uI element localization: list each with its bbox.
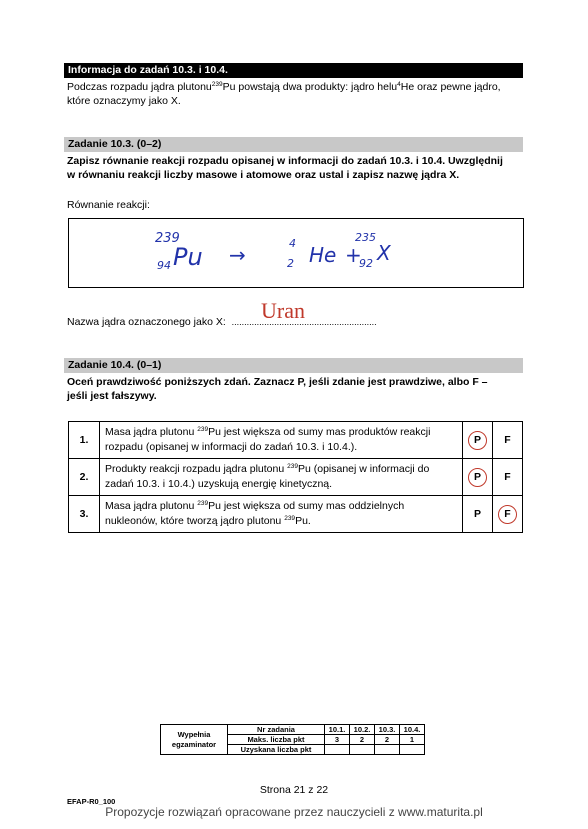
row-number: 2. <box>69 459 100 496</box>
max-points: 2 <box>350 735 375 745</box>
x-name-answer: Uran <box>261 298 305 323</box>
credit-line: Propozycje rozwiązań opracowane przez nauczycieli z www.maturita.pl <box>105 805 483 819</box>
true-false-table <box>68 421 523 533</box>
statement-text: Masa jądra plutonu $^{239}$Pu jest większa od sumy mas produktów reakcji rozpadu (opisanej w informacji do zadań 10.3. i 10.4.). <box>100 422 463 459</box>
obtained-points[interactable] <box>400 745 425 755</box>
table-row <box>69 459 523 496</box>
equation-answer-box[interactable] <box>68 218 524 288</box>
task-10-3-instruction: Zapisz równanie reakcji rozpadu opisanej w informacji do zadań 10.3. i 10.4. Uwzględnij w równaniu reakcji liczby masowe i atomowe oraz ustal i zapisz nazwę jądra X. <box>67 155 503 181</box>
equation-label: Równanie reakcji: <box>67 199 150 211</box>
task-number: 10.4. <box>400 725 425 735</box>
task-10-4-instruction: Oceń prawdziwość poniższych zdań. Zaznacz P, jeśli zdanie jest prawdziwe, albo F – jeśli jest fałszywy. <box>67 376 488 402</box>
option-p[interactable]: P <box>463 422 493 459</box>
task-10-3-header: Zadanie 10.3. (0–2) <box>64 137 523 152</box>
option-p[interactable]: P <box>463 459 493 496</box>
examiner-label: Wypełnia egzaminator <box>161 725 228 755</box>
info-header: Informacja do zadań 10.3. i 10.4. <box>64 63 523 78</box>
option-f[interactable]: F <box>493 496 523 533</box>
score-table <box>160 724 425 755</box>
info-text: Podczas rozpadu jądra plutonu$^{239}$Pu powstają dwa produkty: jądro helu$^4$He oraz pewne jądro, które oznaczymy jako X. <box>67 81 501 107</box>
statement-text: Masa jądra plutonu $^{239}$Pu jest większa od sumy mas oddzielnych nukleonów, które tworzą jądro plutonu $^{239}$Pu. <box>100 496 463 533</box>
task-number: 10.3. <box>375 725 400 735</box>
score-row-label: Uzyskana liczba pkt <box>228 745 325 755</box>
task-number: 10.2. <box>350 725 375 735</box>
max-points: 1 <box>400 735 425 745</box>
table-row <box>69 422 523 459</box>
row-number: 3. <box>69 496 100 533</box>
statement-text: Produkty reakcji rozpadu jądra plutonu $^{239}$Pu (opisanej w informacji do zadań 10.3. i 10.4.) uzyskują energię kinetyczną. <box>100 459 463 496</box>
obtained-points[interactable] <box>375 745 400 755</box>
obtained-points[interactable] <box>325 745 350 755</box>
handwritten-equation: 239 94 Pu → 4 2 He + 235 92 X <box>155 231 391 272</box>
table-row <box>69 496 523 533</box>
row-number: 1. <box>69 422 100 459</box>
x-name-line: Nazwa jądra oznaczonego jako X: .......................................................... <box>67 316 377 328</box>
score-row-label: Maks. liczba pkt <box>228 735 325 745</box>
option-f[interactable]: F <box>493 422 523 459</box>
max-points: 3 <box>325 735 350 745</box>
page-number: Strona 21 z 22 <box>259 784 329 796</box>
option-f[interactable]: F <box>493 459 523 496</box>
obtained-points[interactable] <box>350 745 375 755</box>
score-row-label: Nr zadania <box>228 725 325 735</box>
task-number: 10.1. <box>325 725 350 735</box>
exam-code: EFAP-R0_100 <box>67 797 116 806</box>
task-10-4-header: Zadanie 10.4. (0–1) <box>64 358 523 373</box>
option-p[interactable]: P <box>463 496 493 533</box>
max-points: 2 <box>375 735 400 745</box>
